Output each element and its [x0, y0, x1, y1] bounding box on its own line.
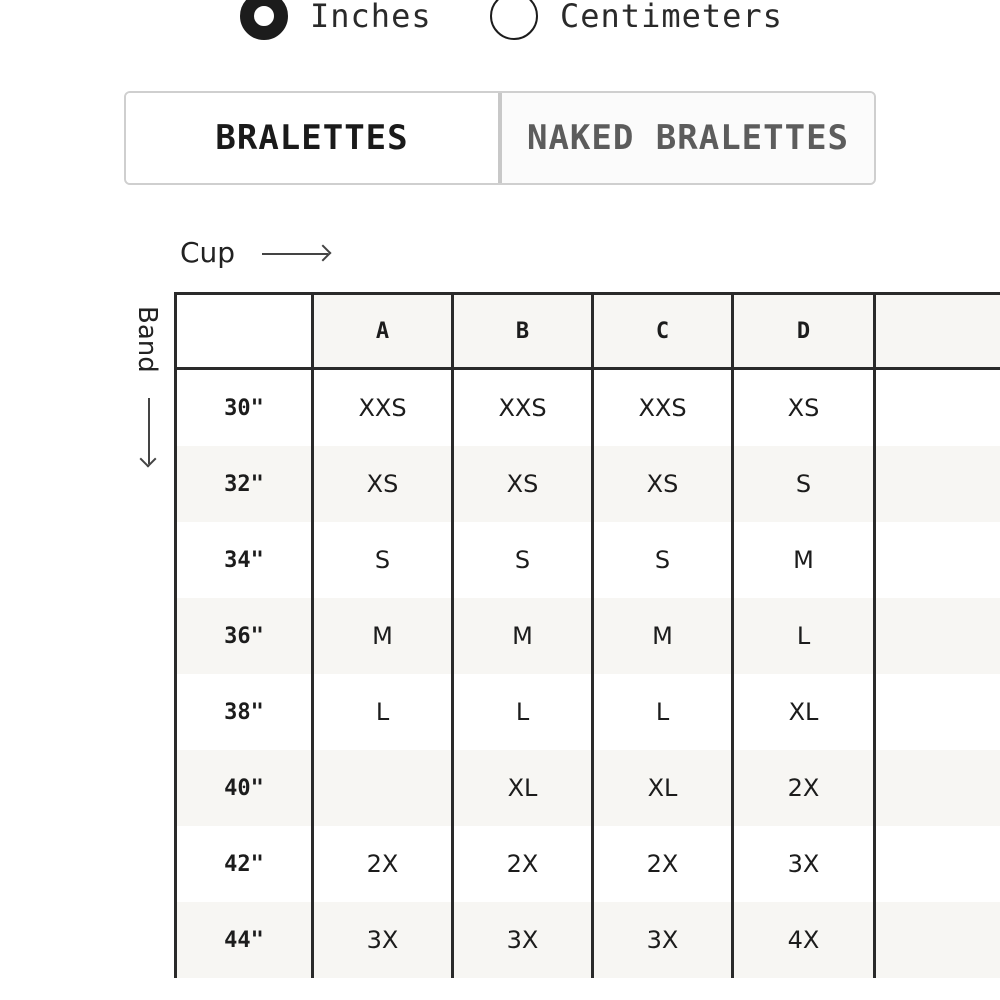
size-cell: 4X — [734, 902, 876, 978]
table-row — [174, 902, 1000, 978]
inches-radio[interactable] — [240, 0, 432, 40]
product-tabs — [124, 91, 876, 185]
size-cell: M — [734, 522, 876, 598]
size-cell: 3X — [734, 826, 876, 902]
column-header: B — [454, 295, 594, 367]
table-header-row — [174, 292, 1000, 370]
table-row — [174, 598, 1000, 674]
size-cell: 2X — [594, 826, 734, 902]
band-cell: 36" — [174, 598, 314, 674]
unit-selector — [0, 0, 1000, 50]
band-cell: 30" — [174, 370, 314, 446]
corner-cell — [174, 295, 314, 367]
column-header: A — [314, 295, 454, 367]
centimeters-label: Centimeters — [560, 0, 783, 35]
size-cell — [314, 750, 454, 826]
size-cell: M — [594, 598, 734, 674]
arrow-right-icon — [262, 253, 328, 255]
size-cell: L — [734, 598, 876, 674]
size-cell: 3X — [314, 902, 454, 978]
size-cell: S — [594, 522, 734, 598]
size-cell: XS — [454, 446, 594, 522]
size-cell: L — [314, 674, 454, 750]
size-cell: XXS — [594, 370, 734, 446]
table-row — [174, 446, 1000, 522]
band-axis-label: Band — [132, 306, 162, 373]
size-cell: XS — [734, 370, 876, 446]
size-cell: XS — [314, 446, 454, 522]
size-cell: 3X — [454, 902, 594, 978]
band-cell: 34" — [174, 522, 314, 598]
radio-selected-icon[interactable] — [240, 0, 288, 40]
tab-bralettes[interactable]: BRALETTES — [126, 93, 502, 183]
column-header: D — [734, 295, 876, 367]
size-cell: S — [454, 522, 594, 598]
table-row — [174, 750, 1000, 826]
centimeters-radio[interactable] — [490, 0, 783, 40]
size-cell: XS — [594, 446, 734, 522]
band-cell: 32" — [174, 446, 314, 522]
table-row — [174, 522, 1000, 598]
size-cell: L — [454, 674, 594, 750]
size-cell: M — [454, 598, 594, 674]
size-cell: XL — [454, 750, 594, 826]
size-cell: XL — [594, 750, 734, 826]
table-row — [174, 674, 1000, 750]
size-cell: S — [734, 446, 876, 522]
size-cell: 2X — [734, 750, 876, 826]
size-cell: XXS — [314, 370, 454, 446]
band-cell: 44" — [174, 902, 314, 978]
cup-axis-label: Cup — [180, 236, 236, 269]
size-chart-table — [174, 292, 1000, 978]
band-cell: 38" — [174, 674, 314, 750]
tab-naked-bralettes[interactable]: NAKED BRALETTES — [502, 93, 874, 183]
radio-unselected-icon[interactable] — [490, 0, 538, 40]
size-cell: XXS — [454, 370, 594, 446]
size-cell: M — [314, 598, 454, 674]
size-cell: 2X — [454, 826, 594, 902]
size-cell: 3X — [594, 902, 734, 978]
band-cell: 40" — [174, 750, 314, 826]
table-row — [174, 826, 1000, 902]
size-cell: XL — [734, 674, 876, 750]
arrow-down-icon — [148, 398, 150, 464]
column-header: C — [594, 295, 734, 367]
size-cell: L — [594, 674, 734, 750]
size-cell: S — [314, 522, 454, 598]
size-cell: 2X — [314, 826, 454, 902]
inches-label: Inches — [310, 0, 432, 35]
band-cell: 42" — [174, 826, 314, 902]
table-row — [174, 370, 1000, 446]
